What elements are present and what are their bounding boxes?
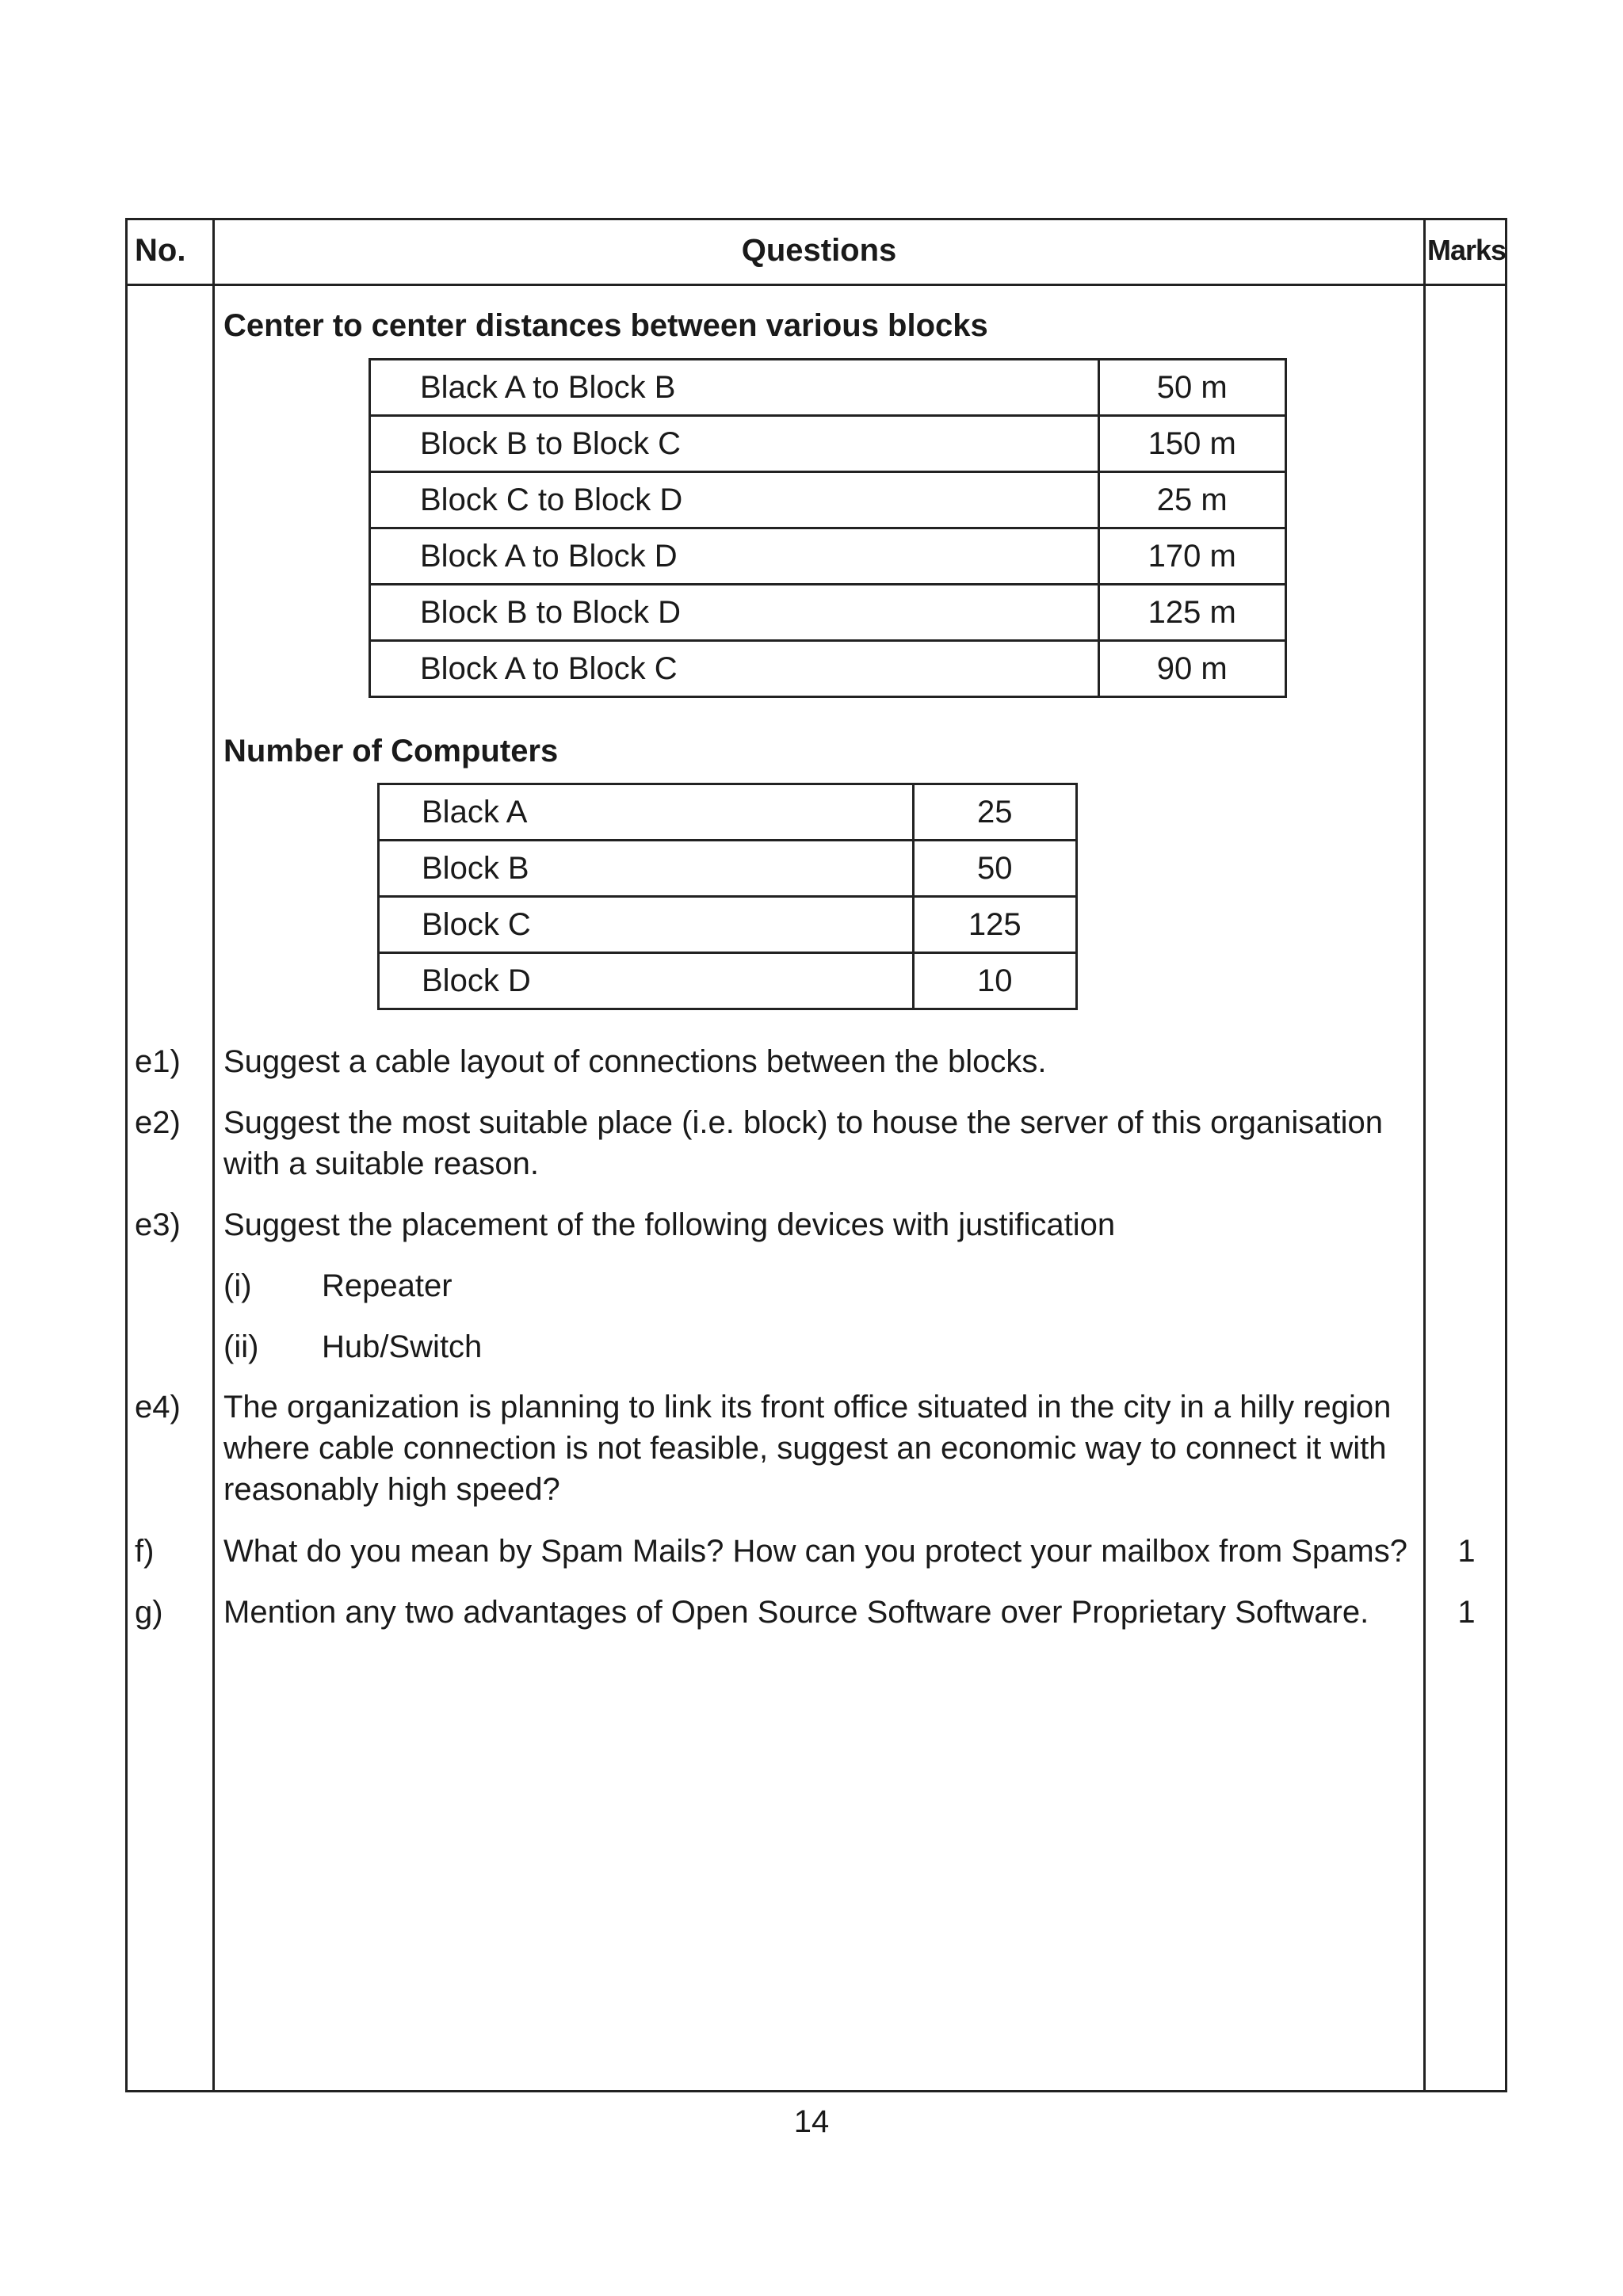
question-number-g: g) (135, 1595, 163, 1630)
distance-value: 90 m (1098, 641, 1285, 697)
distance-label: Block A to Block D (370, 528, 1099, 585)
table-row (379, 784, 1077, 841)
question-number-f: f) (135, 1534, 155, 1569)
table-row (370, 528, 1286, 585)
distances-heading: Center to center distances between various blocks (223, 308, 988, 343)
table-row (379, 841, 1077, 897)
question-number-e4: e4) (135, 1390, 181, 1425)
marks-f: 1 (1457, 1534, 1476, 1569)
computer-count: 125 (913, 897, 1076, 953)
computer-block-label: Block D (379, 953, 914, 1009)
distance-label: Block B to Block C (370, 416, 1099, 472)
question-number-e3: e3) (135, 1207, 181, 1242)
distance-value: 170 m (1098, 528, 1285, 585)
computer-count: 10 (913, 953, 1076, 1009)
question-text-e4-line1: The organization is planning to link its front office situated in the city in a hilly region (223, 1390, 1392, 1425)
table-row (379, 897, 1077, 953)
computers-table (377, 783, 1078, 1010)
distance-value: 150 m (1098, 416, 1285, 472)
header-marks: Marks (1426, 234, 1507, 266)
header-questions: Questions (741, 233, 897, 268)
computer-count: 25 (913, 784, 1076, 841)
distance-label: Block A to Block C (370, 641, 1099, 697)
distance-value: 25 m (1098, 472, 1285, 528)
computer-count: 50 (913, 841, 1076, 897)
table-row (370, 585, 1286, 641)
question-text-e2-line1: Suggest the most suitable place (i.e. block) to house the server of this organisation (223, 1105, 1384, 1140)
computer-block-label: Block C (379, 897, 914, 953)
sub-item-number: (i) (223, 1268, 252, 1303)
sub-item-text: Repeater (322, 1268, 453, 1303)
distances-table (369, 358, 1287, 698)
distance-label: Block B to Block D (370, 585, 1099, 641)
table-row (370, 641, 1286, 697)
distance-label: Black A to Block B (370, 360, 1099, 416)
question-text-e2-line2: with a suitable reason. (223, 1146, 540, 1181)
table-row (370, 360, 1286, 416)
marks-g: 1 (1457, 1595, 1476, 1630)
question-text-g: Mention any two advantages of Open Source Software over Proprietary Software. (223, 1595, 1369, 1630)
table-row (370, 472, 1286, 528)
sub-item-number: (ii) (223, 1329, 259, 1364)
computers-heading: Number of Computers (223, 734, 559, 769)
header-no: No. (135, 233, 186, 268)
question-text-e3: Suggest the placement of the following devices with justification (223, 1207, 1116, 1242)
question-text-e1: Suggest a cable layout of connections between the blocks. (223, 1044, 1047, 1079)
table-row (379, 953, 1077, 1009)
header-divider (125, 284, 1507, 286)
page-number: 14 (793, 2104, 830, 2139)
distance-value: 125 m (1098, 585, 1285, 641)
question-text-e4-line2: where cable connection is not feasible, suggest an economic way to connect it with (223, 1431, 1387, 1466)
distance-value: 50 m (1098, 360, 1285, 416)
column-divider-no (212, 218, 215, 2092)
sub-item-text: Hub/Switch (322, 1329, 483, 1364)
computer-block-label: Black A (379, 784, 914, 841)
table-row (370, 416, 1286, 472)
question-number-e1: e1) (135, 1044, 181, 1079)
question-text-e4-line3: reasonably high speed? (223, 1472, 560, 1507)
computer-block-label: Block B (379, 841, 914, 897)
question-number-e2: e2) (135, 1105, 181, 1140)
distance-label: Block C to Block D (370, 472, 1099, 528)
column-divider-marks (1423, 218, 1426, 2092)
question-text-f: What do you mean by Spam Mails? How can you protect your mailbox from Spams? (223, 1534, 1407, 1569)
